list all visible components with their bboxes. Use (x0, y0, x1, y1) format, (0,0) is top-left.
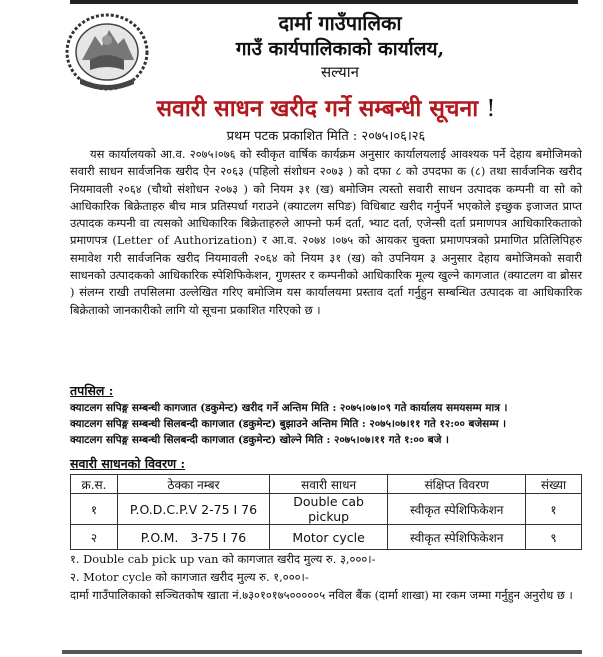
col-serial: क्र.स. (71, 475, 118, 494)
note-line: १. Double cab pick up van को कागजात खरीद मुल्य रु. ३,०००।- (70, 552, 376, 566)
schedule-item: क्याटलग सपिङ्ग सम्बन्धी सिलबन्दी कागजात (डकुमेन्ट) बुझाउने अन्तिम मिति : २०७५।०७।११ गते १२:०० बजेसम्म । (70, 418, 507, 430)
col-quantity: संख्या (526, 475, 582, 494)
note-line: दार्मा गाउँपालिकाको सञ्चितकोष खाता नं.७३०१०१७५०००००५ नविल बैंक (दार्मा शाखा) मा रकम जम्मा गर्नुहुन अनुरोध छ । (70, 588, 573, 602)
office-header (150, 10, 530, 82)
row-vehicle: Motor cycle (269, 525, 387, 550)
row-contract-number: P.O.M. 3-75 I 76 (118, 525, 270, 550)
row-serial: १ (71, 494, 118, 525)
schedule-heading: तपसिल : (70, 383, 114, 398)
notice-title (70, 94, 582, 124)
row-description: स्वीकृत स्पेशिफिकेशन (388, 494, 526, 525)
row-contract-number: P.O.D.C.P.V 2-75 I 76 (118, 494, 270, 525)
top-rule (70, 0, 578, 4)
col-contract-number: ठेक्का नम्बर (118, 475, 270, 494)
department-name: गाउँ कार्यपालिकाको कार्यालय, (235, 38, 445, 60)
publication-date: प्रथम पटक प्रकाशित मिति : २०७५।०६।२६ (226, 129, 426, 144)
nepal-government-emblem-icon (62, 10, 152, 92)
row-vehicle: Double cab pickup (269, 494, 387, 525)
vehicle-table (70, 474, 582, 550)
row-serial: २ (71, 525, 118, 550)
col-description: संक्षिप्त विवरण (388, 475, 526, 494)
notice-body (70, 146, 582, 319)
table-row (71, 494, 582, 525)
notice-title-text: सवारी साधन खरीद गर्ने सम्बन्धी सूचना (156, 95, 479, 122)
row-quantity: ९ (526, 525, 582, 550)
col-vehicle: सवारी साधन (269, 475, 387, 494)
price-notes (70, 550, 582, 604)
table-row (71, 525, 582, 550)
schedule-item: क्याटलग सपिङ्ग सम्बन्धी सिलबन्दी कागजात (डकुमेन्ट) खोल्ने मिति : २०७५।०७।११ गते १:०० बजे । (70, 434, 449, 446)
row-description: स्वीकृत स्पेशिफिकेशन (388, 525, 526, 550)
schedule-list (70, 400, 582, 448)
note-line: २. Motor cycle को कागजात खरीद मुल्य रु. १,०००।- (70, 570, 309, 584)
table-header-row (71, 475, 582, 494)
schedule-item: क्याटलग सपिङ्ग सम्बन्धी कागजात (डकुमेन्ट) खरीद गर्ने अन्तिम मिति : २०७५।०७।०९ गते कार्यालय समयसम्म मात्र । (70, 402, 508, 414)
office-location: सल्यान (321, 63, 359, 81)
bottom-rule (62, 650, 582, 654)
notice-body-text: यस कार्यालयको आ.व. २०७५।०७६ को स्वीकृत वार्षिक कार्यक्रम अनुसार कार्यालयलाई आवश्यक पर्ने देहाय बमोजिमको सवारी साधन सार्वजनिक खरीद ऐन २०६३ (पहिलो संशोधन २०७३ ) को दफा ८ को उपदफा क (८) तथा सार्वजनिक खरीद नियमावली २०६४ (चौथो संशोधन २०७३ ) को नियम ३१ (ख) बमोजिम त्यस्तो सवारी साधन उत्पादक कम्पनी वा सो को आधिकारिक बिक्रेताहरु बीच मात्र प्रतिस्पर्धा गराउने (क्याटलग सपिङ) विधिबाट खरीद गर्नुपर्ने भएकोले इच्छुक इजाजत प्राप्त उत्पादक कम्पनी वा त्यसको आधिकारिक बिक्रेताहरुले आफ्नो फर्म दर्ता, भ्याट दर्ता, एजेन्सी दर्ता प्रमाणपत्र आधिकारिकताको प्रमाणपत्र (Letter of Authorization) र आ.व. २०७४ ।०७५ को आयकर चुक्ता प्रमाणपत्रको प्रमाणित प्रतिलिपिहरु समावेश गरी सार्वजनिक खरीद नियमावली २०६४ को नियम ३१ (ख) को उपनियम ३ अनुसार देहाय बमोजिमको सवारी साधनको उत्पादकको आधिकारिक स्पेशिफिकेशन, गुणस्तर र कम्पनीको आधिकारिक मूल्य खुल्ने कागजात (क्याटलग वा ब्रोसर ) संलग्न राखी तपसिलमा उल्लेखित गरिए बमोजिम यस कार्यालयमा प्रस्ताव दर्ता गर्नुहुन सम्बन्धित उत्पादक वा आधिकारिक बिक्रेताको जानकारीको लागि यो सूचना प्रकाशित गरिएको छ । (70, 147, 582, 317)
vehicles-heading: सवारी साधनको विवरण : (70, 456, 186, 471)
row-quantity: १ (526, 494, 582, 525)
office-name: दार्मा गाउँपालिका (278, 11, 402, 35)
notice-title-mark: ! (486, 96, 496, 122)
